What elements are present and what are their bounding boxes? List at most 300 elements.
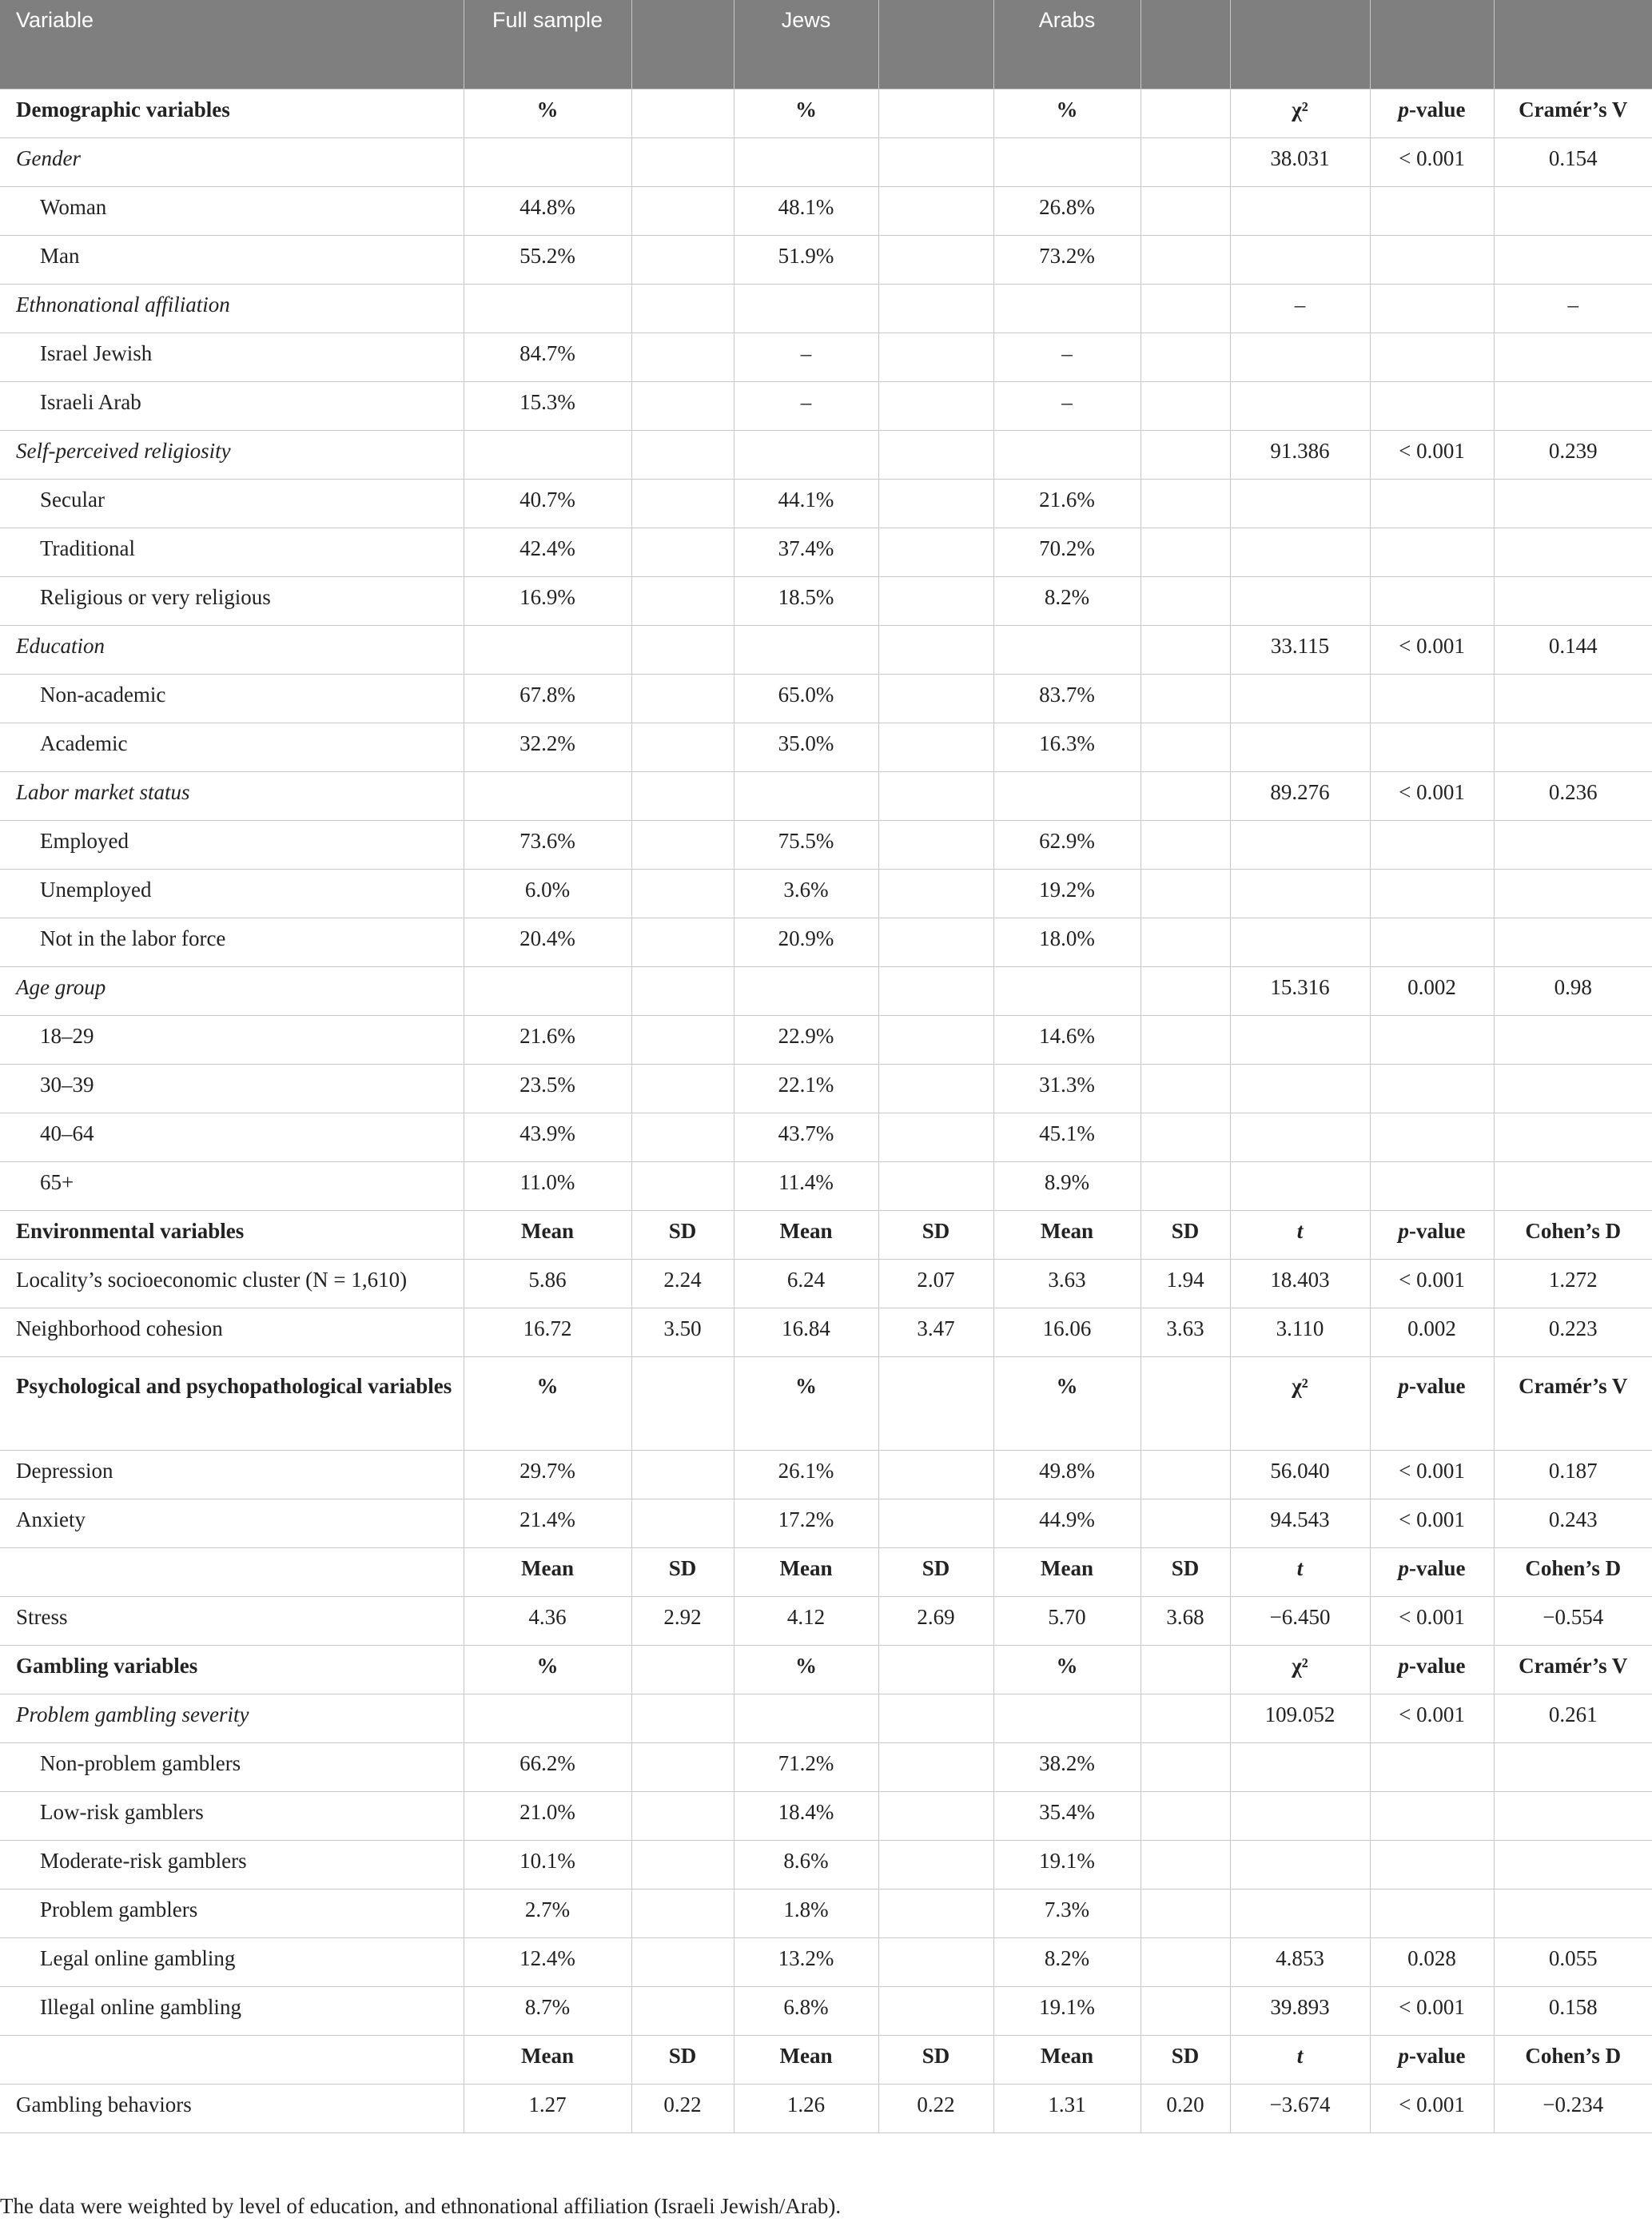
table-row	[0, 1308, 1652, 1357]
table-cell: < 0.001	[1370, 626, 1494, 675]
table-cell	[631, 675, 734, 723]
table-cell: Cramér’s V	[1494, 1646, 1652, 1694]
table-cell	[1230, 480, 1370, 528]
row-label: Low-risk gamblers	[0, 1792, 464, 1841]
table-cell: 8.6%	[734, 1841, 878, 1890]
table-cell: %	[464, 1357, 631, 1451]
table-cell	[1230, 1792, 1370, 1841]
table-row	[0, 2085, 1652, 2133]
table-cell: p-value	[1370, 1211, 1494, 1260]
table-cell: 109.052	[1230, 1694, 1370, 1743]
table-cell	[464, 626, 631, 675]
table-cell: 44.1%	[734, 480, 878, 528]
table-cell: SD	[878, 2036, 993, 2085]
header-full-sample: Full sample	[464, 0, 631, 90]
table-cell: 33.115	[1230, 626, 1370, 675]
table-cell	[1370, 187, 1494, 236]
table-cell: 6.0%	[464, 870, 631, 918]
table-row	[0, 1938, 1652, 1987]
table-row	[0, 1451, 1652, 1499]
table-cell	[1230, 577, 1370, 626]
table-cell	[878, 187, 993, 236]
table-cell: SD	[631, 1211, 734, 1260]
table-row	[0, 1260, 1652, 1308]
table-cell	[734, 626, 878, 675]
table-cell: p-value	[1370, 1548, 1494, 1597]
table-cell: 56.040	[1230, 1451, 1370, 1499]
row-label: Locality’s socioeconomic cluster (N = 1,610)	[0, 1260, 464, 1308]
table-cell: 18.4%	[734, 1792, 878, 1841]
table-cell	[1494, 918, 1652, 967]
table-cell	[734, 138, 878, 187]
table-row	[0, 382, 1652, 431]
table-cell: 0.261	[1494, 1694, 1652, 1743]
table-cell	[631, 626, 734, 675]
table-cell	[734, 772, 878, 821]
table-cell	[1370, 480, 1494, 528]
table-cell	[631, 1841, 734, 1890]
table-cell	[1140, 382, 1230, 431]
table-row	[0, 772, 1652, 821]
table-cell	[631, 1065, 734, 1113]
table-cell: −6.450	[1230, 1597, 1370, 1646]
table-cell	[631, 1499, 734, 1548]
table-cell	[734, 967, 878, 1016]
table-cell: 21.6%	[993, 480, 1140, 528]
table-cell: 65.0%	[734, 675, 878, 723]
row-label: Employed	[0, 821, 464, 870]
table-cell	[631, 1743, 734, 1792]
table-cell	[1494, 528, 1652, 577]
table-cell	[464, 285, 631, 333]
table-cell	[878, 1162, 993, 1211]
table-cell	[1494, 821, 1652, 870]
row-label: Self-perceived religiosity	[0, 431, 464, 480]
table-cell: < 0.001	[1370, 1597, 1494, 1646]
table-cell: 43.7%	[734, 1113, 878, 1162]
table-cell: 16.72	[464, 1308, 631, 1357]
table-cell: Mean	[993, 1211, 1140, 1260]
table-cell: 0.028	[1370, 1938, 1494, 1987]
table-row	[0, 723, 1652, 772]
row-label: Demographic variables	[0, 90, 464, 138]
table-cell: 17.2%	[734, 1499, 878, 1548]
table-cell: < 0.001	[1370, 1499, 1494, 1548]
table-cell: 4.853	[1230, 1938, 1370, 1987]
table-cell: 8.9%	[993, 1162, 1140, 1211]
row-label: Secular	[0, 480, 464, 528]
table-cell: 71.2%	[734, 1743, 878, 1792]
table-cell: SD	[631, 2036, 734, 2085]
row-label: Non-academic	[0, 675, 464, 723]
table-row	[0, 187, 1652, 236]
header-blank	[1370, 0, 1494, 90]
table-cell: 43.9%	[464, 1113, 631, 1162]
table-cell: 38.2%	[993, 1743, 1140, 1792]
table-cell: %	[734, 90, 878, 138]
table-cell: 2.7%	[464, 1890, 631, 1938]
table-cell	[878, 870, 993, 918]
table-cell	[878, 1938, 993, 1987]
table-cell	[1140, 967, 1230, 1016]
table-cell	[878, 1743, 993, 1792]
table-cell	[1140, 1743, 1230, 1792]
table-cell: SD	[1140, 2036, 1230, 2085]
table-cell	[631, 528, 734, 577]
table-cell	[1140, 870, 1230, 918]
table-cell: 26.8%	[993, 187, 1140, 236]
table-cell: 21.0%	[464, 1792, 631, 1841]
table-cell: 62.9%	[993, 821, 1140, 870]
table-row	[0, 870, 1652, 918]
table-cell	[631, 1938, 734, 1987]
table-cell: 83.7%	[993, 675, 1140, 723]
row-label: Israel Jewish	[0, 333, 464, 382]
table-cell: 35.0%	[734, 723, 878, 772]
table-cell: p-value	[1370, 90, 1494, 138]
table-cell: Mean	[993, 2036, 1140, 2085]
table-cell: 18.5%	[734, 577, 878, 626]
table-cell	[1230, 1162, 1370, 1211]
table-cell	[1494, 1841, 1652, 1890]
table-cell: %	[464, 1646, 631, 1694]
table-cell	[878, 1646, 993, 1694]
table-cell: 6.8%	[734, 1987, 878, 2036]
table-row	[0, 1065, 1652, 1113]
table-cell	[734, 431, 878, 480]
table-cell: 26.1%	[734, 1451, 878, 1499]
table-cell: 5.70	[993, 1597, 1140, 1646]
table-cell: 21.4%	[464, 1499, 631, 1548]
table-cell	[1370, 821, 1494, 870]
table-cell	[1494, 1162, 1652, 1211]
table-cell	[1140, 772, 1230, 821]
row-label: Unemployed	[0, 870, 464, 918]
table-cell	[878, 626, 993, 675]
table-cell	[878, 1841, 993, 1890]
table-cell	[1370, 382, 1494, 431]
table-cell	[878, 1890, 993, 1938]
table-cell	[993, 1694, 1140, 1743]
table-cell	[631, 138, 734, 187]
table-cell: 3.47	[878, 1308, 993, 1357]
table-cell: SD	[1140, 1211, 1230, 1260]
table-cell: %	[734, 1357, 878, 1451]
table-cell: 16.3%	[993, 723, 1140, 772]
row-label: Neighborhood cohesion	[0, 1308, 464, 1357]
table-cell: 2.24	[631, 1260, 734, 1308]
table-cell: 1.27	[464, 2085, 631, 2133]
table-cell: 39.893	[1230, 1987, 1370, 2036]
row-label: 18–29	[0, 1016, 464, 1065]
table-cell	[1230, 187, 1370, 236]
table-cell	[464, 1694, 631, 1743]
table-cell: 48.1%	[734, 187, 878, 236]
table-cell: –	[993, 382, 1140, 431]
table-cell: 0.158	[1494, 1987, 1652, 2036]
table-cell: 55.2%	[464, 236, 631, 285]
table-row	[0, 1841, 1652, 1890]
table-cell	[878, 1357, 993, 1451]
table-cell	[1370, 1113, 1494, 1162]
table-cell	[1494, 187, 1652, 236]
table-cell: 19.1%	[993, 1841, 1140, 1890]
table-cell	[631, 236, 734, 285]
table-cell	[1370, 285, 1494, 333]
table-cell: < 0.001	[1370, 431, 1494, 480]
table-cell: 32.2%	[464, 723, 631, 772]
table-cell	[1370, 675, 1494, 723]
table-cell: 91.386	[1230, 431, 1370, 480]
table-cell: −0.554	[1494, 1597, 1652, 1646]
table-cell: 67.8%	[464, 675, 631, 723]
table-row	[0, 1016, 1652, 1065]
table-cell	[1230, 870, 1370, 918]
table-cell	[878, 382, 993, 431]
row-label: Depression	[0, 1451, 464, 1499]
header-blank	[1494, 0, 1652, 90]
table-cell	[631, 918, 734, 967]
table-cell	[464, 431, 631, 480]
table-cell: 4.12	[734, 1597, 878, 1646]
table-cell	[631, 1890, 734, 1938]
table-cell	[631, 821, 734, 870]
table-cell	[631, 333, 734, 382]
table-cell	[878, 918, 993, 967]
table-cell: χ²	[1230, 90, 1370, 138]
table-cell	[1230, 236, 1370, 285]
table-cell: 94.543	[1230, 1499, 1370, 1548]
table-cell	[1140, 1357, 1230, 1451]
header-arabs: Arabs	[993, 0, 1140, 90]
table-cell	[1370, 1792, 1494, 1841]
row-label: 30–39	[0, 1065, 464, 1113]
table-cell: 4.36	[464, 1597, 631, 1646]
table-cell: p-value	[1370, 1357, 1494, 1451]
table-cell	[878, 1065, 993, 1113]
table-cell: 1.31	[993, 2085, 1140, 2133]
table-cell: 19.1%	[993, 1987, 1140, 2036]
table-cell	[993, 967, 1140, 1016]
table-cell	[878, 285, 993, 333]
table-cell	[631, 870, 734, 918]
table-cell: 35.4%	[993, 1792, 1140, 1841]
table-cell: < 0.001	[1370, 2085, 1494, 2133]
row-label	[0, 2036, 464, 2085]
table-cell	[1140, 90, 1230, 138]
table-cell	[1230, 333, 1370, 382]
table-cell	[1230, 528, 1370, 577]
table-cell	[1370, 1841, 1494, 1890]
table-cell: 1.272	[1494, 1260, 1652, 1308]
table-cell: χ²	[1230, 1357, 1370, 1451]
table-row	[0, 918, 1652, 967]
table-cell	[1494, 1743, 1652, 1792]
table-cell	[1140, 1890, 1230, 1938]
table-cell	[1494, 577, 1652, 626]
table-cell: < 0.001	[1370, 1451, 1494, 1499]
table-cell	[1140, 1938, 1230, 1987]
table-cell	[1370, 1162, 1494, 1211]
table-cell: 0.98	[1494, 967, 1652, 1016]
table-cell: SD	[1140, 1548, 1230, 1597]
table-cell	[464, 138, 631, 187]
table-row	[0, 1792, 1652, 1841]
table-cell: 21.6%	[464, 1016, 631, 1065]
table-cell: Cohen’s D	[1494, 1548, 1652, 1597]
table-cell	[631, 285, 734, 333]
table-cell	[1370, 528, 1494, 577]
table-cell: Cramér’s V	[1494, 1357, 1652, 1451]
table-row	[0, 431, 1652, 480]
table-cell	[1494, 723, 1652, 772]
row-label: Gambling variables	[0, 1646, 464, 1694]
table-cell: t	[1230, 1211, 1370, 1260]
table-cell	[878, 967, 993, 1016]
table-cell	[1140, 431, 1230, 480]
table-cell: 13.2%	[734, 1938, 878, 1987]
table-cell	[1140, 528, 1230, 577]
table-cell	[878, 1016, 993, 1065]
footnote: The data were weighted by level of education, and ethnonational affiliation (Israeli Jewish/Arab).	[0, 2194, 842, 2218]
table-cell	[631, 431, 734, 480]
table-cell	[1494, 382, 1652, 431]
table-cell	[1140, 1792, 1230, 1841]
table-cell: Mean	[734, 1548, 878, 1597]
table-cell	[1140, 1987, 1230, 2036]
header-jews: Jews	[734, 0, 878, 90]
table-row	[0, 285, 1652, 333]
table-cell: 3.50	[631, 1308, 734, 1357]
table-cell: 1.26	[734, 2085, 878, 2133]
table-cell	[1370, 870, 1494, 918]
table-cell	[1140, 675, 1230, 723]
table-cell: 2.92	[631, 1597, 734, 1646]
table-cell	[1230, 1016, 1370, 1065]
table-cell	[1230, 1890, 1370, 1938]
table-row	[0, 2036, 1652, 2085]
table-cell	[1370, 1890, 1494, 1938]
table-cell	[1230, 675, 1370, 723]
table-cell: 1.94	[1140, 1260, 1230, 1308]
table-cell: Cohen’s D	[1494, 1211, 1652, 1260]
table-cell	[1494, 1065, 1652, 1113]
table-cell: Mean	[464, 1548, 631, 1597]
table-cell: 38.031	[1230, 138, 1370, 187]
table-cell: 45.1%	[993, 1113, 1140, 1162]
table-cell	[878, 1499, 993, 1548]
row-label: Stress	[0, 1597, 464, 1646]
table-cell	[631, 577, 734, 626]
row-label: Gender	[0, 138, 464, 187]
table-cell	[1140, 138, 1230, 187]
table-cell	[1140, 577, 1230, 626]
table-cell	[1140, 1451, 1230, 1499]
table-cell: 73.2%	[993, 236, 1140, 285]
table-row	[0, 528, 1652, 577]
row-label: Problem gambling severity	[0, 1694, 464, 1743]
row-label: Ethnonational affiliation	[0, 285, 464, 333]
table-cell	[631, 967, 734, 1016]
table-cell	[631, 1987, 734, 2036]
table-cell	[1494, 236, 1652, 285]
table-cell	[878, 723, 993, 772]
table-cell: 0.154	[1494, 138, 1652, 187]
row-label	[0, 1548, 464, 1597]
table-row	[0, 1113, 1652, 1162]
table-cell	[1140, 1841, 1230, 1890]
table-cell	[1230, 821, 1370, 870]
table-cell: SD	[631, 1548, 734, 1597]
table-row	[0, 626, 1652, 675]
table-row	[0, 1987, 1652, 2036]
table-cell: 0.144	[1494, 626, 1652, 675]
table-cell	[1370, 1065, 1494, 1113]
table-row	[0, 1357, 1652, 1451]
table-cell	[631, 480, 734, 528]
row-label: Gambling behaviors	[0, 2085, 464, 2133]
table-cell: 16.84	[734, 1308, 878, 1357]
table-cell	[878, 90, 993, 138]
table-row	[0, 1162, 1652, 1211]
table-cell	[631, 1113, 734, 1162]
table-cell	[1370, 333, 1494, 382]
table-cell: 44.9%	[993, 1499, 1140, 1548]
table-cell	[1370, 1016, 1494, 1065]
table-cell	[631, 90, 734, 138]
table-cell: 8.7%	[464, 1987, 631, 2036]
table-cell: 7.3%	[993, 1890, 1140, 1938]
table-cell	[631, 1646, 734, 1694]
table-cell: 37.4%	[734, 528, 878, 577]
table-cell	[1230, 1841, 1370, 1890]
table-cell	[1494, 1016, 1652, 1065]
table-cell: 3.6%	[734, 870, 878, 918]
table-cell	[878, 1113, 993, 1162]
table-cell: 22.1%	[734, 1065, 878, 1113]
table-cell	[631, 1792, 734, 1841]
table-cell: 10.1%	[464, 1841, 631, 1890]
table-cell	[1140, 723, 1230, 772]
table-row	[0, 480, 1652, 528]
table-cell: 22.9%	[734, 1016, 878, 1065]
row-label: Anxiety	[0, 1499, 464, 1548]
table-cell	[878, 675, 993, 723]
table-cell	[631, 723, 734, 772]
table-cell	[1140, 1113, 1230, 1162]
table-cell	[1370, 918, 1494, 967]
table-cell: t	[1230, 2036, 1370, 2085]
table-cell	[1140, 1694, 1230, 1743]
table-cell	[631, 1694, 734, 1743]
table-cell	[878, 1987, 993, 2036]
table-cell	[631, 1451, 734, 1499]
table-cell	[1140, 626, 1230, 675]
table-cell	[993, 431, 1140, 480]
table-cell: −3.674	[1230, 2085, 1370, 2133]
table-cell: –	[1230, 285, 1370, 333]
table-cell	[993, 285, 1140, 333]
table-cell: −0.234	[1494, 2085, 1652, 2133]
table-row	[0, 1211, 1652, 1260]
table-cell	[1140, 918, 1230, 967]
table-cell: 31.3%	[993, 1065, 1140, 1113]
table-cell	[1370, 723, 1494, 772]
table-cell	[1140, 480, 1230, 528]
table-cell: 11.4%	[734, 1162, 878, 1211]
table-cell: 42.4%	[464, 528, 631, 577]
table-cell: –	[734, 382, 878, 431]
